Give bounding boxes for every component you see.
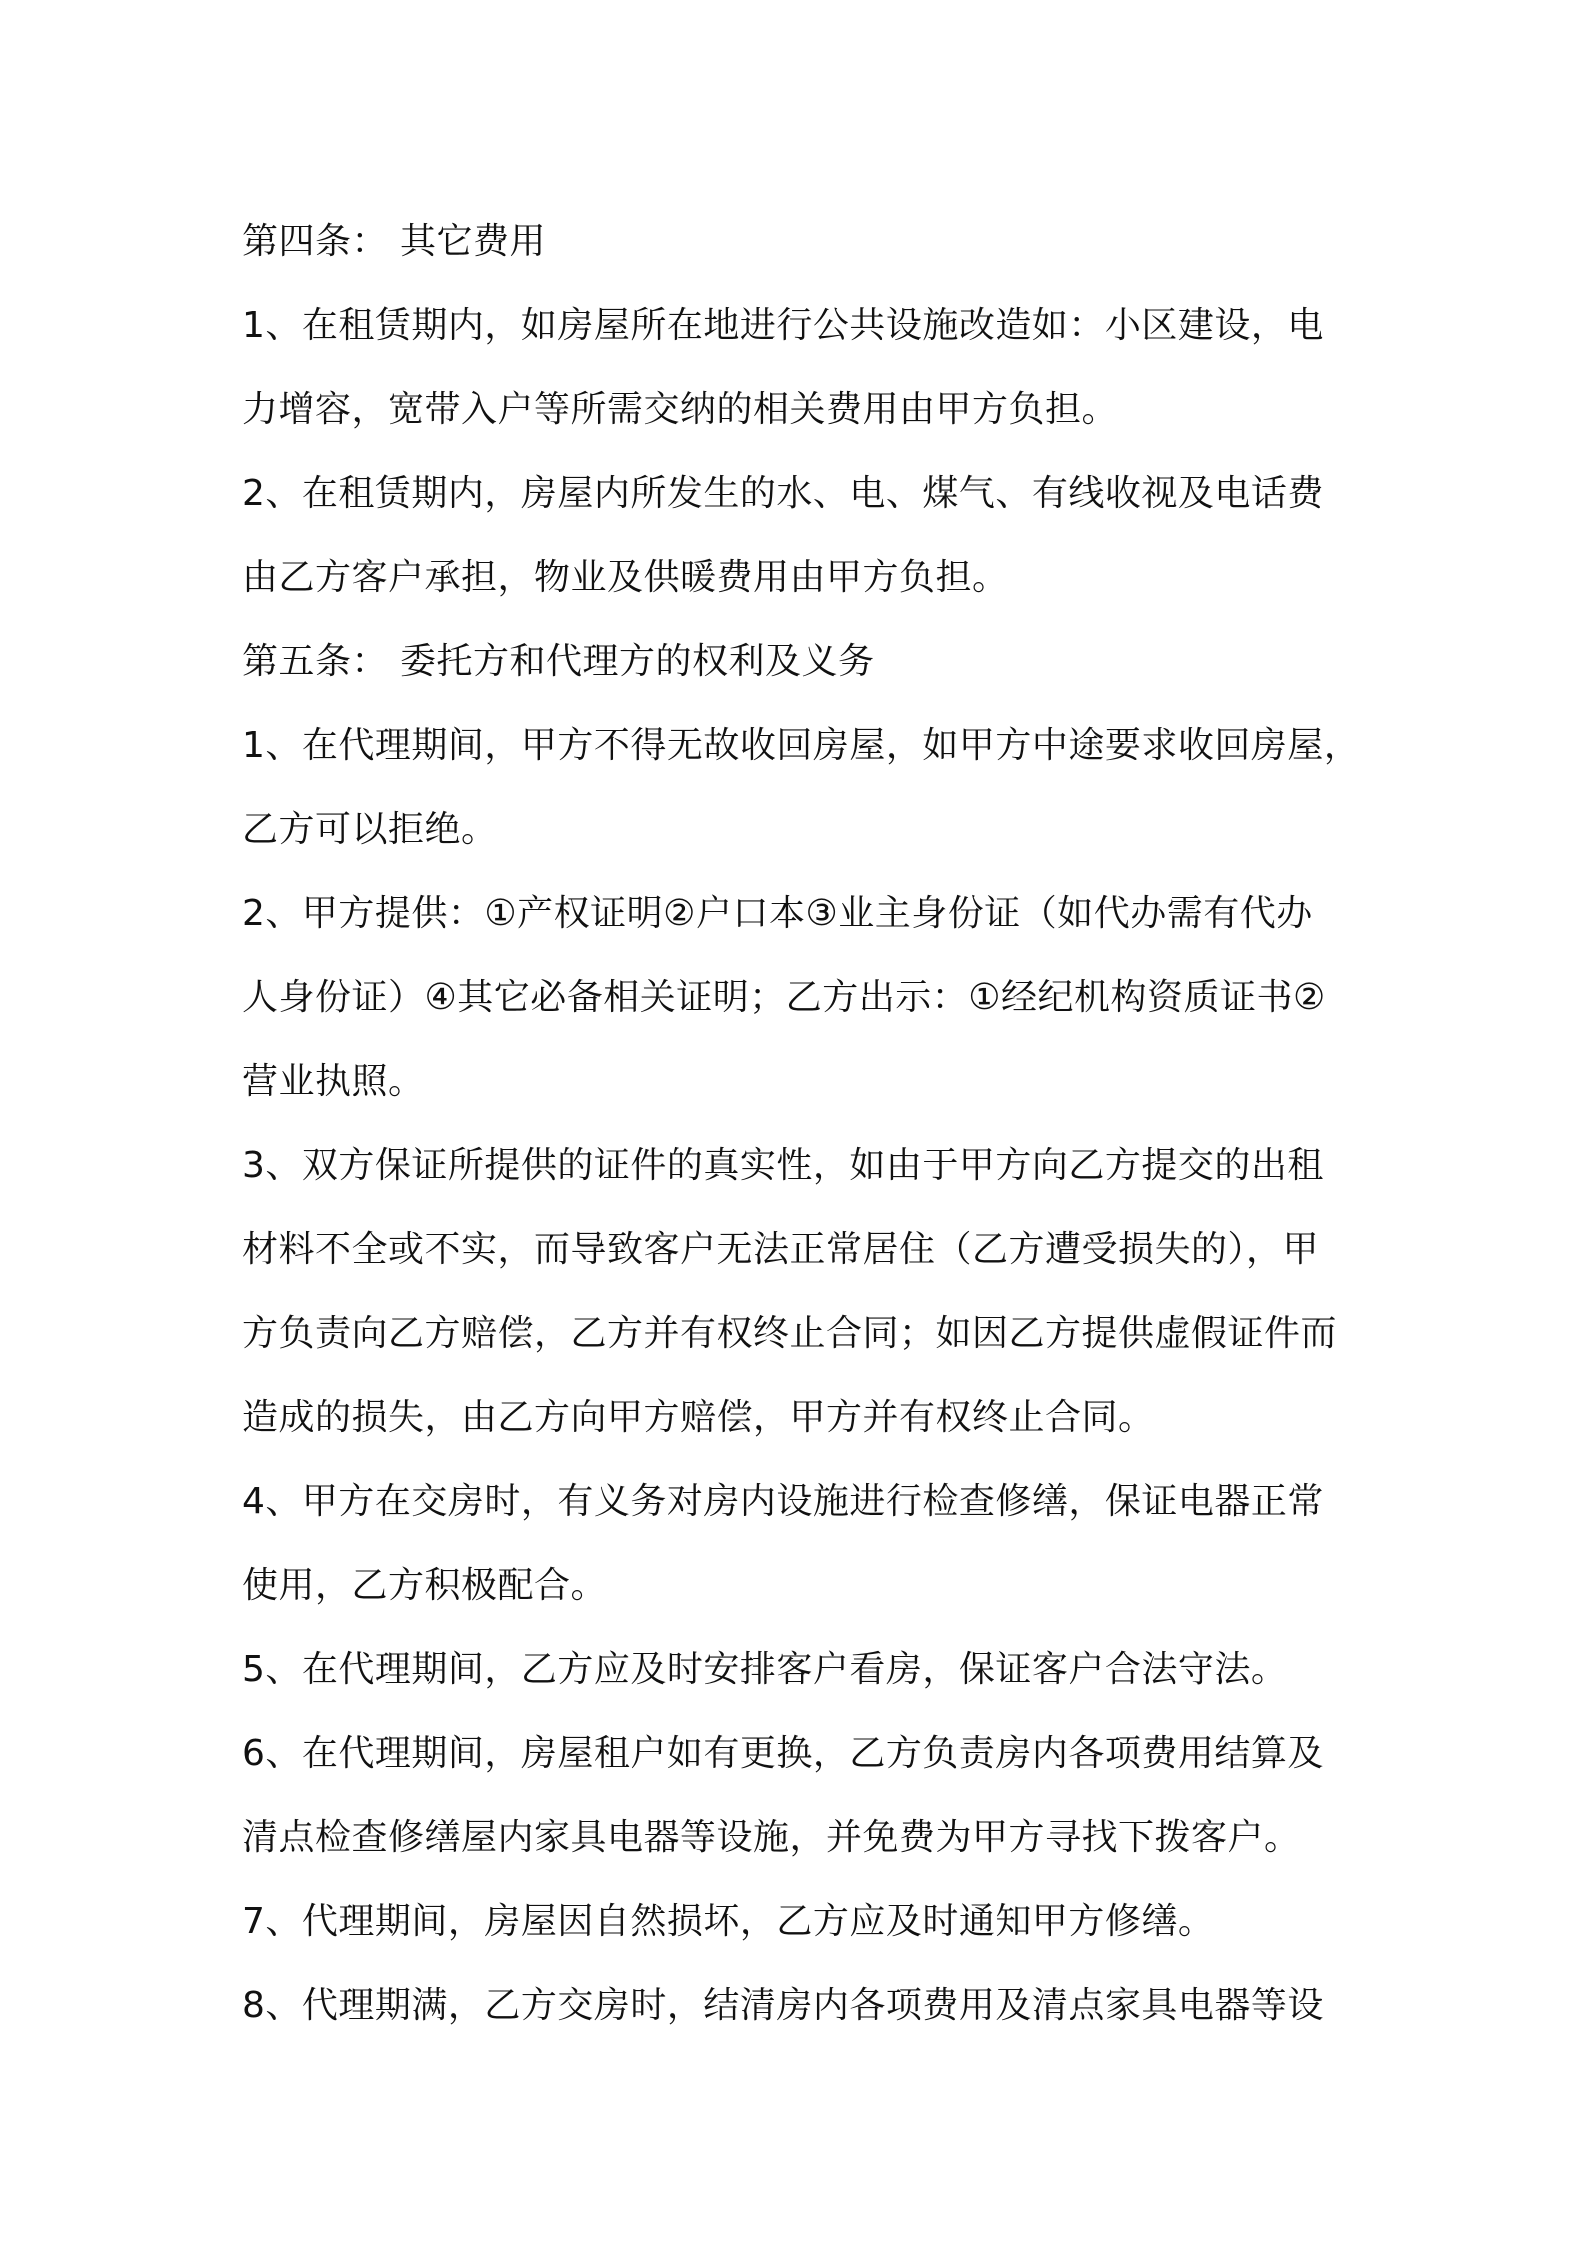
text-line: 1、在代理期间，甲方不得无故收回房屋，如甲方中途要求收回房屋， bbox=[242, 725, 1361, 766]
text-line: 人身份证）④其它必备相关证明；乙方出示：①经纪机构资质证书② bbox=[242, 977, 1326, 1018]
article-4-heading: 第四条： 其它费用 bbox=[242, 221, 546, 262]
text-line: 使用，乙方积极配合。 bbox=[242, 1565, 608, 1606]
text-line: 营业执照。 bbox=[242, 1061, 425, 1102]
text-line: 4、甲方在交房时，有义务对房内设施进行检查修缮，保证电器正常 bbox=[242, 1481, 1324, 1522]
text-line: 清点检查修缮屋内家具电器等设施，并免费为甲方寻找下拨客户。 bbox=[242, 1817, 1301, 1858]
text-line: 2、甲方提供：①产权证明②户口本③业主身份证（如代办需有代办 bbox=[242, 893, 1313, 934]
text-line: 1、在租赁期内，如房屋所在地进行公共设施改造如：小区建设，电 bbox=[242, 305, 1324, 346]
text-line: 8、代理期满，乙方交房时，结清房内各项费用及清点家具电器等设 bbox=[242, 1985, 1324, 2026]
text-line: 材料不全或不实，而导致客户无法正常居住（乙方遭受损失的），甲 bbox=[242, 1229, 1320, 1270]
text-line: 方负责向乙方赔偿，乙方并有权终止合同；如因乙方提供虚假证件而 bbox=[242, 1313, 1338, 1354]
text-line: 由乙方客户承担，物业及供暖费用由甲方负担。 bbox=[242, 557, 1009, 598]
contract-text bbox=[242, 200, 1361, 2048]
text-line: 乙方可以拒绝。 bbox=[242, 809, 498, 850]
text-line: 5、在代理期间，乙方应及时安排客户看房，保证客户合法守法。 bbox=[242, 1649, 1288, 1690]
text-line: 7、代理期间，房屋因自然损坏，乙方应及时通知甲方修缮。 bbox=[242, 1901, 1215, 1942]
text-line: 力增容，宽带入户等所需交纳的相关费用由甲方负担。 bbox=[242, 389, 1119, 430]
text-line: 3、双方保证所提供的证件的真实性，如由于甲方向乙方提交的出租 bbox=[242, 1145, 1324, 1186]
text-line: 6、在代理期间，房屋租户如有更换，乙方负责房内各项费用结算及 bbox=[242, 1733, 1324, 1774]
text-line: 2、在租赁期内，房屋内所发生的水、电、煤气、有线收视及电话费 bbox=[242, 473, 1324, 514]
article-5-heading: 第五条： 委托方和代理方的权利及义务 bbox=[242, 641, 875, 682]
text-line: 造成的损失，由乙方向甲方赔偿，甲方并有权终止合同。 bbox=[242, 1397, 1155, 1438]
